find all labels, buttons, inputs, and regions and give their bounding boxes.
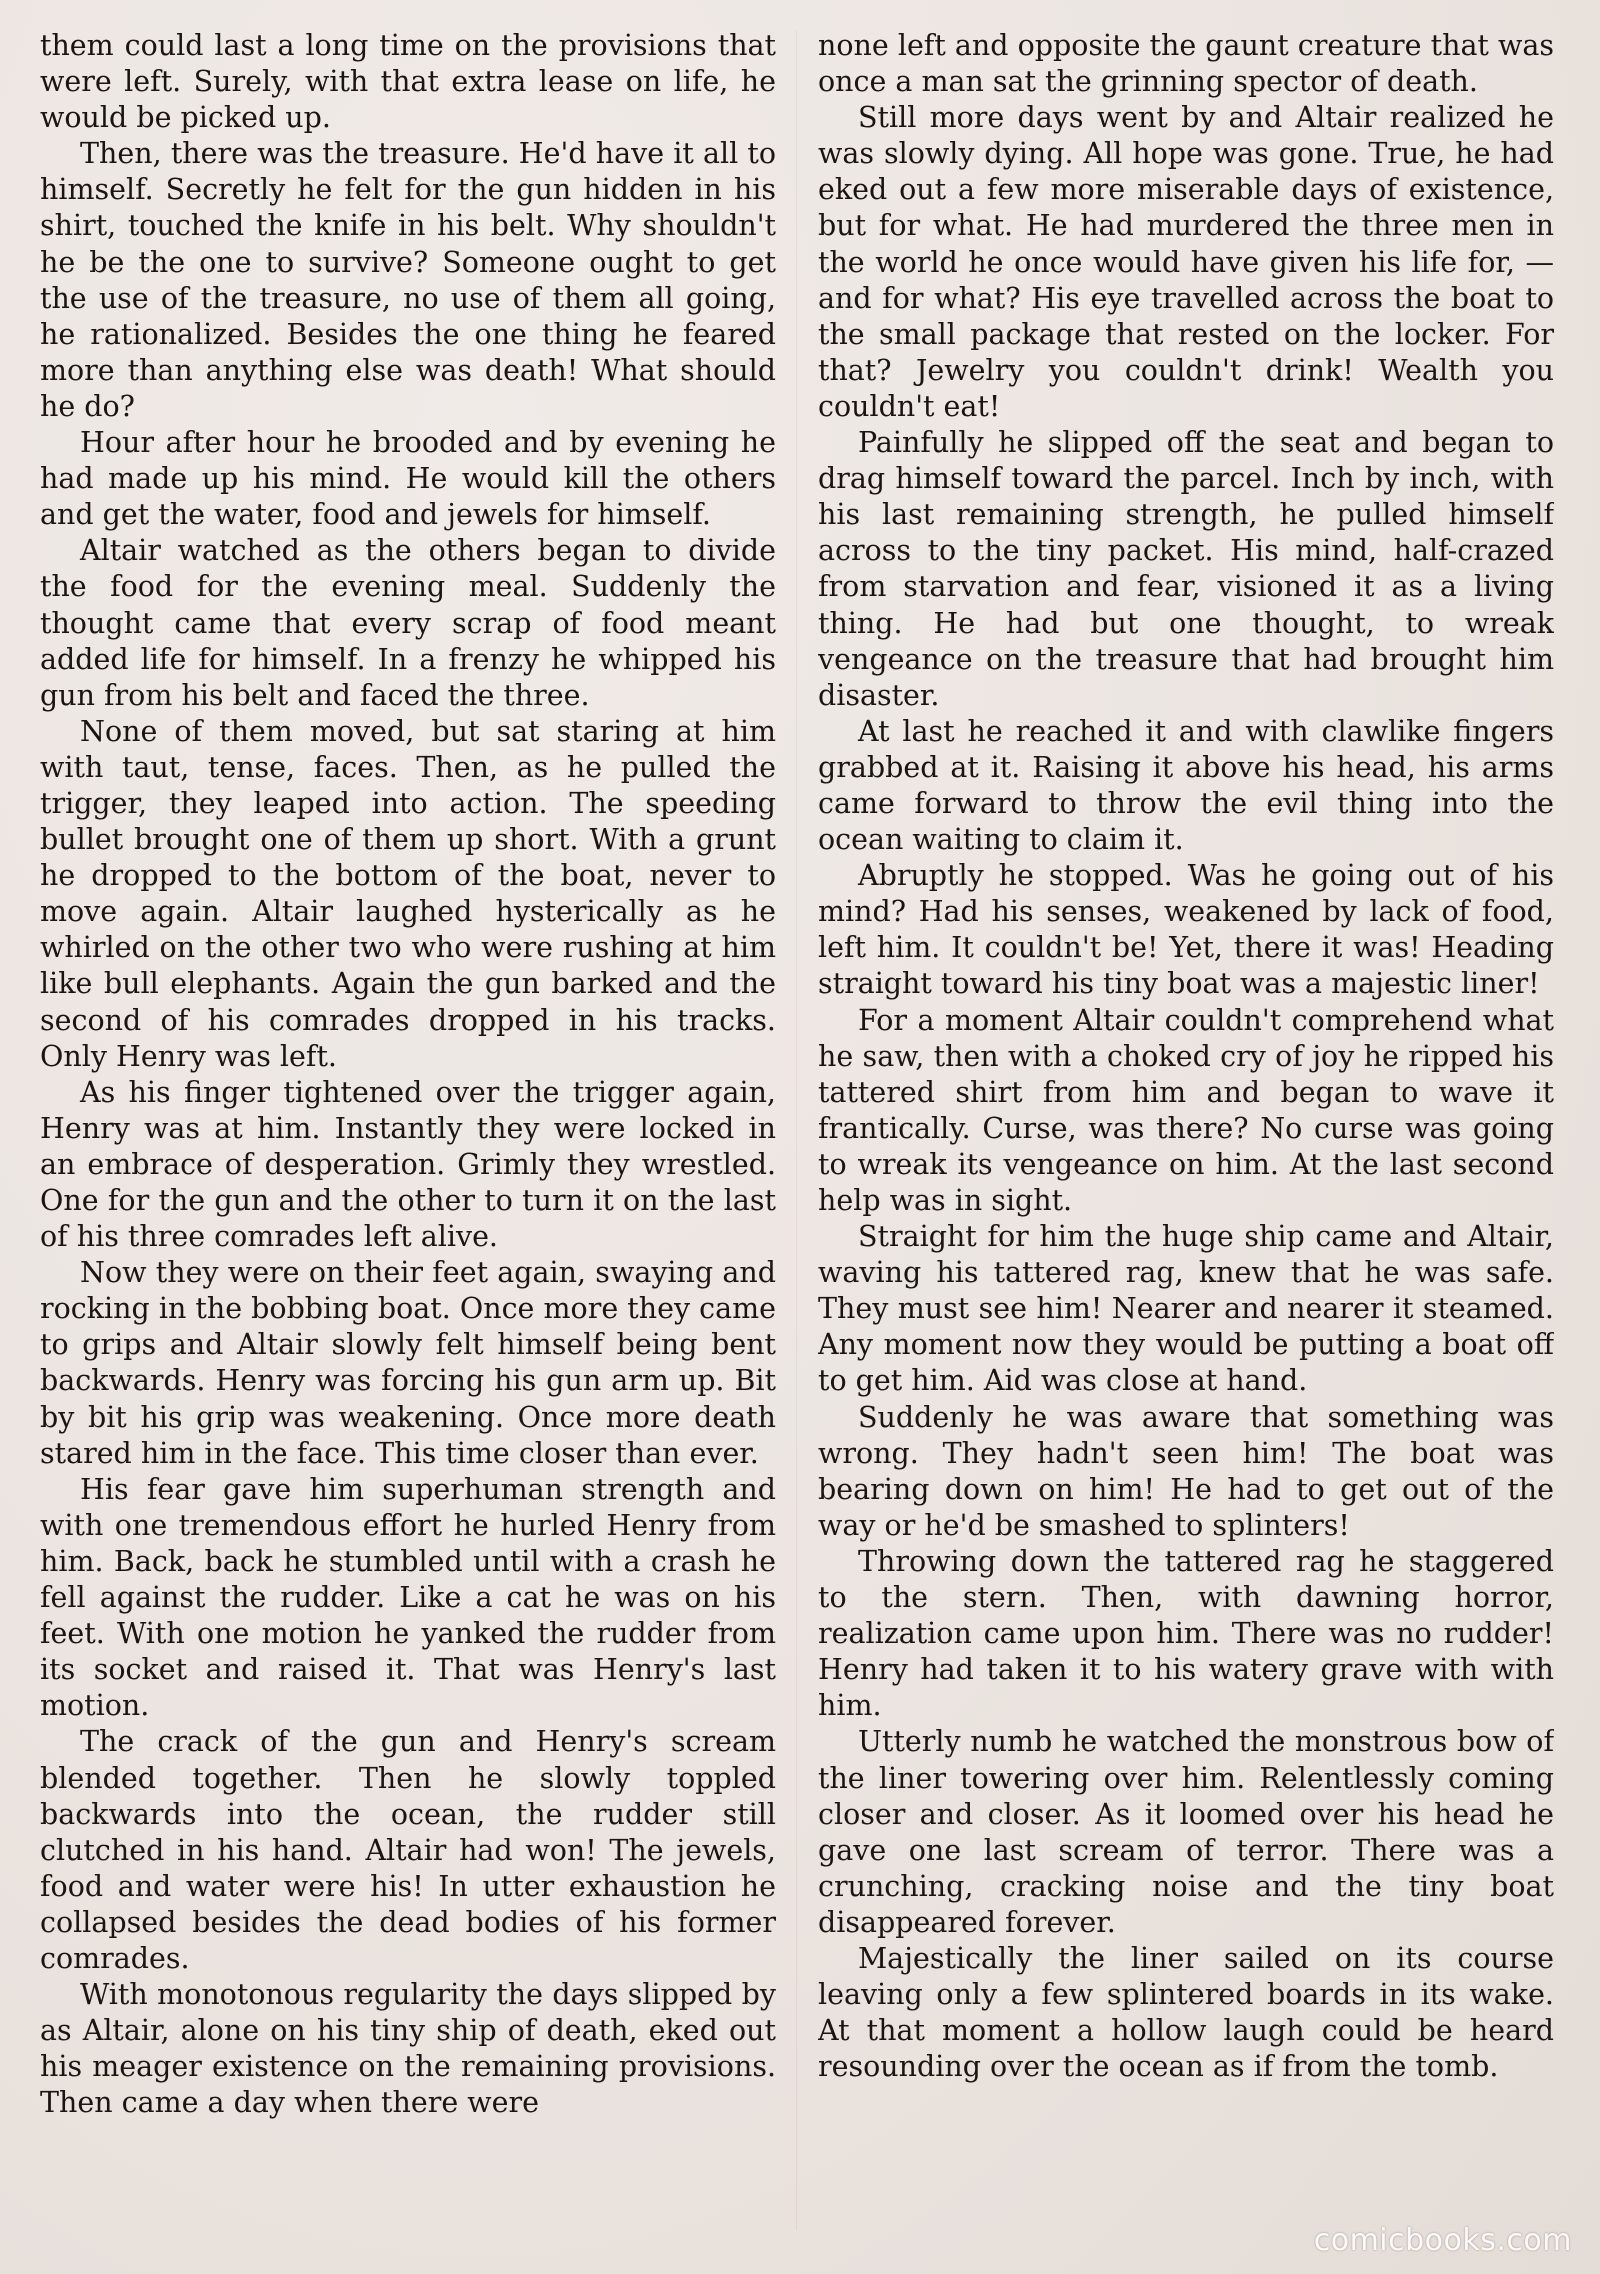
paragraph: Altair watched as the others began to divide the food for the evening meal. Suddenly the thought came that every scrap of food meant added life for himself. In a frenzy he whipped his gun from his belt and faced the three.	[40, 534, 776, 712]
right-text-column	[818, 28, 1554, 2248]
paragraph: For a moment Altair couldn't comprehend what he saw, then with a choked cry of joy he ripped his tattered shirt from him and began to wave it frantically. Curse, was there? No curse was going to wreak its vengeance on him. At the last second help was in sight.	[818, 1003, 1554, 1217]
column-divider	[796, 30, 797, 2230]
paragraph: Hour after hour he brooded and by evening he had made up his mind. He would kill the others and get the water, food and jewels for himself.	[40, 426, 776, 532]
site-watermark: comicbooks.com	[1313, 2223, 1572, 2258]
paragraph: Straight for him the huge ship came and Altair, waving his tattered rag, knew that he was safe. They must see him! Nearer and nearer it steamed. Any moment now they would be putting a boat off to get him. Aid was close at hand.	[818, 1220, 1554, 1398]
paragraph: Now they were on their feet again, swaying and rocking in the bobbing boat. Once more they came to grips and Altair slowly felt himself being bent backwards. Henry was forcing his gun arm up. Bit by bit his grip was weakening. Once more death stared him in the face. This time closer than ever.	[40, 1256, 776, 1470]
paragraph: Suddenly he was aware that something was wrong. They hadn't seen him! The boat was bearing down on him! He had to get out of the way or he'd be smashed to splinters!	[818, 1400, 1554, 1542]
paragraph: His fear gave him superhuman strength and with one tremendous effort he hurled Henry from him. Back, back he stumbled until with a crash he fell against the rudder. Like a cat he was on his feet. With one motion he yanked the rudder from its socket and raised it. That was Henry's last motion.	[40, 1472, 776, 1723]
paragraph: Then, there was the treasure. He'd have it all to himself. Secretly he felt for the gun hidden in his shirt, touched the knife in his belt. Why shouldn't he be the one to survive? Someone ought to get the use of the treasure, no use of them all going, he rationalized. Besides the one thing he feared more than anything else was death! What should he do?	[40, 137, 776, 423]
paragraph: None of them moved, but sat staring at him with taut, tense, faces. Then, as he pulled the trigger, they leaped into action. The speeding bullet brought one of them up short. With a grunt he dropped to the bottom of the boat, never to move again. Altair laughed hysterically as he whirled on the other two who were rushing at him like bull elephants. Again the gun barked and the second of his comrades dropped in his tracks. Only Henry was left.	[40, 714, 776, 1073]
paragraph: Painfully he slipped off the seat and began to drag himself toward the parcel. Inch by inch, with his last remaining strength, he pulled himself across to the tiny packet. His mind, half-crazed from starvation and fear, visioned it as a living thing. He had but one thought, to wreak vengeance on the treasure that had brought him disaster.	[818, 426, 1554, 712]
paragraph: Still more days went by and Altair realized he was slowly dying. All hope was gone. True, he had eked out a few more miserable days of existence, but for what. He had murdered the three men in the world he once would have given his life for, — and for what? His eye travelled across the boat to the small package that rested on the locker. For that? Jewelry you couldn't drink! Wealth you couldn't eat!	[818, 101, 1554, 423]
paragraph: Utterly numb he watched the monstrous bow of the liner towering over him. Relentlessly coming closer and closer. As it loomed over his head he gave one last scream of terror. There was a crunching, cracking noise and the tiny boat disappeared forever.	[818, 1725, 1554, 1939]
paragraph: Majestically the liner sailed on its course leaving only a few splintered boards in its wake. At that moment a hollow laugh could be heard resounding over the ocean as if from the tomb.	[818, 1941, 1554, 2084]
paragraph: As his finger tightened over the trigger again, Henry was at him. Instantly they were locked in an embrace of desperation. Grimly they wrestled. One for the gun and the other to turn it on the last of his three comrades left alive.	[40, 1075, 776, 1254]
paragraph: them could last a long time on the provisions that were left. Surely, with that extra lease on life, he would be picked up.	[40, 29, 776, 135]
paragraph: At last he reached it and with clawlike fingers grabbed at it. Raising it above his head, his arms came forward to throw the evil thing into the ocean waiting to claim it.	[818, 714, 1554, 857]
paragraph: Throwing down the tattered rag he staggered to the stern. Then, with dawning horror, realization came upon him. There was no rudder! Henry had taken it to his watery grave with with him.	[818, 1544, 1554, 1723]
paragraph: Abruptly he stopped. Was he going out of his mind? Had his senses, weakened by lack of food, left him. It couldn't be! Yet, there it was! Heading straight toward his tiny boat was a majestic liner!	[818, 859, 1554, 1001]
left-text-column	[40, 28, 776, 2248]
paragraph: With monotonous regularity the days slipped by as Altair, alone on his tiny ship of death, eked out his meager existence on the remaining provisions. Then came a day when there were	[40, 1978, 776, 2120]
paragraph: The crack of the gun and Henry's scream blended together. Then he slowly toppled backwards into the ocean, the rudder still clutched in his hand. Altair had won! The jewels, food and water were his! In utter exhaustion he collapsed besides the dead bodies of his former comrades.	[40, 1725, 776, 1975]
paragraph: none left and opposite the gaunt creature that was once a man sat the grinning spector of death.	[818, 29, 1554, 99]
